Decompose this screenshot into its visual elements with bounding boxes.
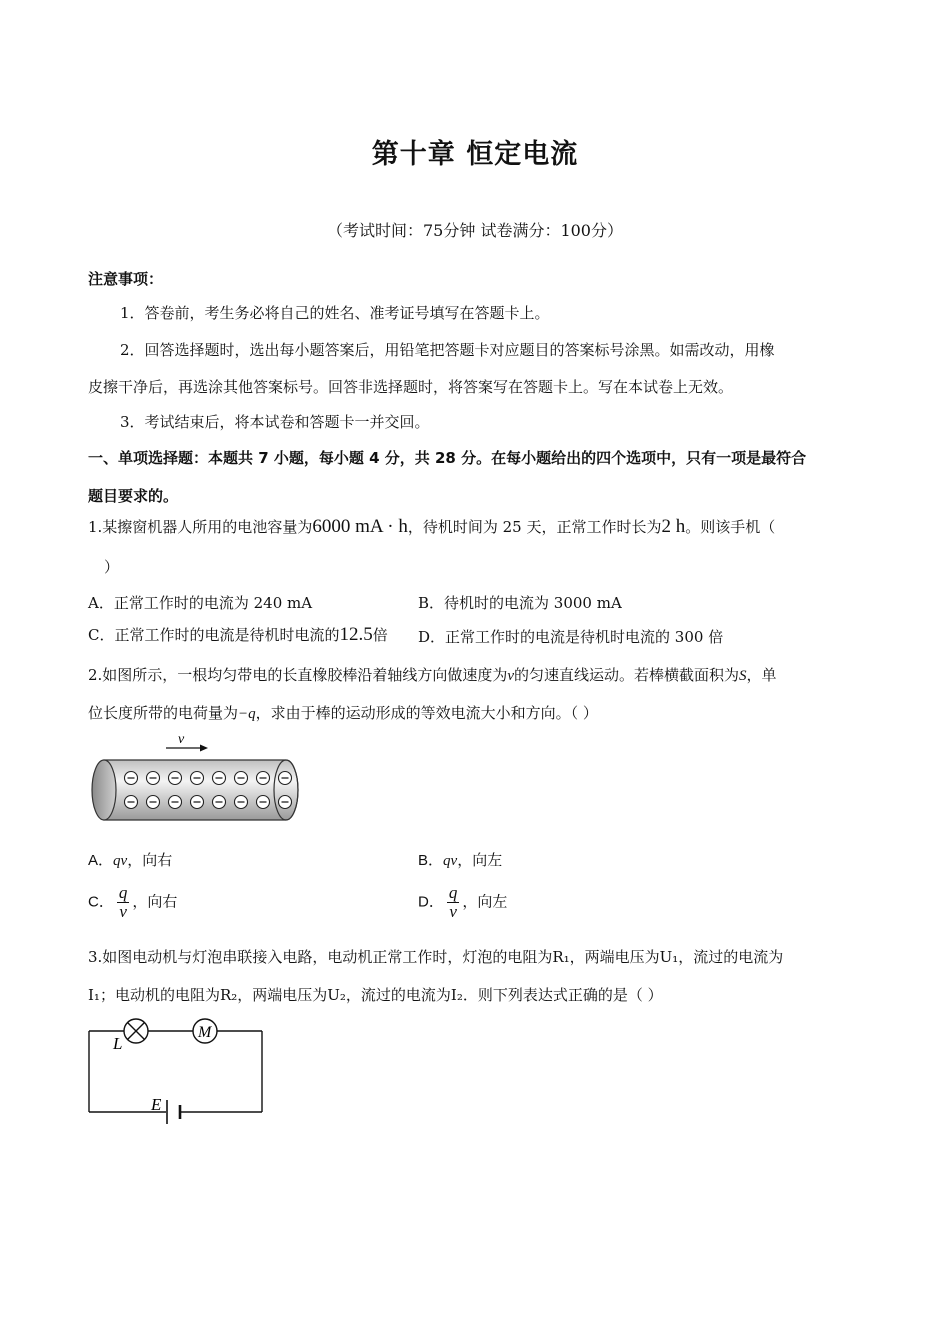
q1-close-paren: ）	[104, 558, 120, 576]
section-heading: 一、单项选择题：本题共 7 小题，每小题 4 分，共 28 分。在每小题给出的四个选项中，只有一项是最符合	[88, 449, 807, 467]
q2-text-d: 位长度所带的电荷量为	[88, 704, 239, 722]
q2-option-b-label: B．	[418, 852, 444, 869]
q1-suffix: 。则该手机（	[685, 518, 776, 536]
q2-option-b-expr: qv	[443, 853, 458, 869]
question-1-stem	[88, 516, 775, 538]
q2-option-d-dir: ，向左	[462, 892, 508, 911]
circuit-diagram	[80, 1014, 280, 1130]
q1-option-d: D．正常工作时的电流是待机时电流的 300 倍	[418, 628, 724, 646]
lamp-symbol	[124, 1019, 148, 1043]
velocity-arrow	[166, 732, 208, 752]
q2-option-b-dir: ，向左	[457, 851, 503, 869]
note-item-1: 1．答卷前，考生务必将自己的姓名、准考证号填写在答题卡上。	[120, 304, 550, 322]
q2-charge: −q	[238, 706, 256, 722]
q2-text-c: ，单	[746, 666, 777, 684]
notes-heading: 注意事项：	[88, 270, 164, 288]
q2-text-a: 2.如图所示，一根均匀带电的长直橡胶棒沿着轴线方向做速度为	[88, 666, 508, 684]
fraction-numerator: q	[118, 883, 128, 902]
q2-var-s: S	[739, 668, 747, 684]
q1-option-c-suffix: 倍	[372, 626, 388, 644]
q2-option-c-label: C．	[88, 893, 114, 911]
q2-option-d	[418, 884, 507, 921]
q1-mid: ，待机时间为 25 天，正常工作时长为	[407, 518, 662, 536]
q1-capacity: 6000 mA · h	[312, 516, 408, 537]
battery-symbol	[167, 1100, 180, 1124]
note-item-2: 2．回答选择题时，选出每小题答案后，用铅笔把答题卡对应题目的答案标号涂黑。如需改动，用橡	[120, 341, 775, 359]
q2-option-b	[418, 849, 502, 870]
section-heading-cont: 题目要求的。	[88, 487, 179, 505]
velocity-label: v	[178, 732, 185, 747]
q2-text-b: 的匀速直线运动。若棒横截面积为	[514, 666, 740, 684]
q1-hours: 2 h	[661, 516, 686, 537]
q2-option-c-fraction	[117, 884, 130, 921]
page-title: 第十章 恒定电流	[371, 139, 579, 170]
motor-symbol	[193, 1019, 217, 1043]
q2-option-c-dir: ，向右	[132, 892, 178, 911]
q1-option-c	[88, 624, 388, 646]
fraction-numerator: q	[448, 883, 458, 902]
q2-option-d-label: D．	[418, 893, 444, 911]
fraction-denominator: v	[449, 902, 457, 921]
q2-option-d-fraction	[447, 884, 460, 921]
exam-info: （考试时间：75分钟 试卷满分：100分）	[327, 221, 623, 240]
note-item-3: 3．考试结束后，将本试卷和答题卡一并交回。	[120, 413, 430, 431]
motor-label: M	[198, 1024, 212, 1041]
question-3-stem: 3.如图电动机与灯泡串联接入电路，电动机正常工作时，灯泡的电阻为R₁，两端电压为U₁，流过的电流为	[88, 948, 784, 966]
q2-option-a-dir: ，向右	[127, 851, 173, 869]
question-3-stem-cont: I₁；电动机的电阻为R₂，两端电压为U₂，流过的电流为I₂．则下列表达式正确的是（ ）	[88, 986, 663, 1004]
q2-option-a-expr: qv	[113, 853, 128, 869]
question-2-stem-cont	[88, 702, 598, 723]
rod-end-cap	[92, 760, 116, 820]
q1-option-c-value: 12.5	[339, 624, 373, 645]
q1-prefix: 1.某擦窗机器人所用的电池容量为	[88, 518, 313, 536]
q1-option-a: A．正常工作时的电流为 240 mA	[88, 594, 313, 612]
battery-label: E	[151, 1095, 162, 1114]
q2-var-v: v	[507, 668, 514, 684]
rod-body	[104, 760, 298, 820]
lamp-label: L	[113, 1034, 123, 1053]
question-2-stem	[88, 664, 777, 685]
q1-option-b: B．待机时的电流为 3000 mA	[418, 594, 622, 612]
q2-option-a-label: A．	[88, 852, 114, 869]
fraction-denominator: v	[119, 902, 127, 921]
q2-option-a	[88, 849, 172, 870]
charged-rod-figure	[86, 728, 306, 824]
note-item-2-cont: 皮擦干净后，再选涂其他答案标号。回答非选择题时，将答案写在答题卡上。写在本试卷上无效。	[88, 378, 734, 396]
q1-option-c-prefix: C．正常工作时的电流是待机时电流的	[88, 626, 340, 644]
q2-option-c	[88, 884, 177, 921]
q2-text-e: ，求由于棒的运动形成的等效电流大小和方向。（ ）	[255, 704, 598, 722]
